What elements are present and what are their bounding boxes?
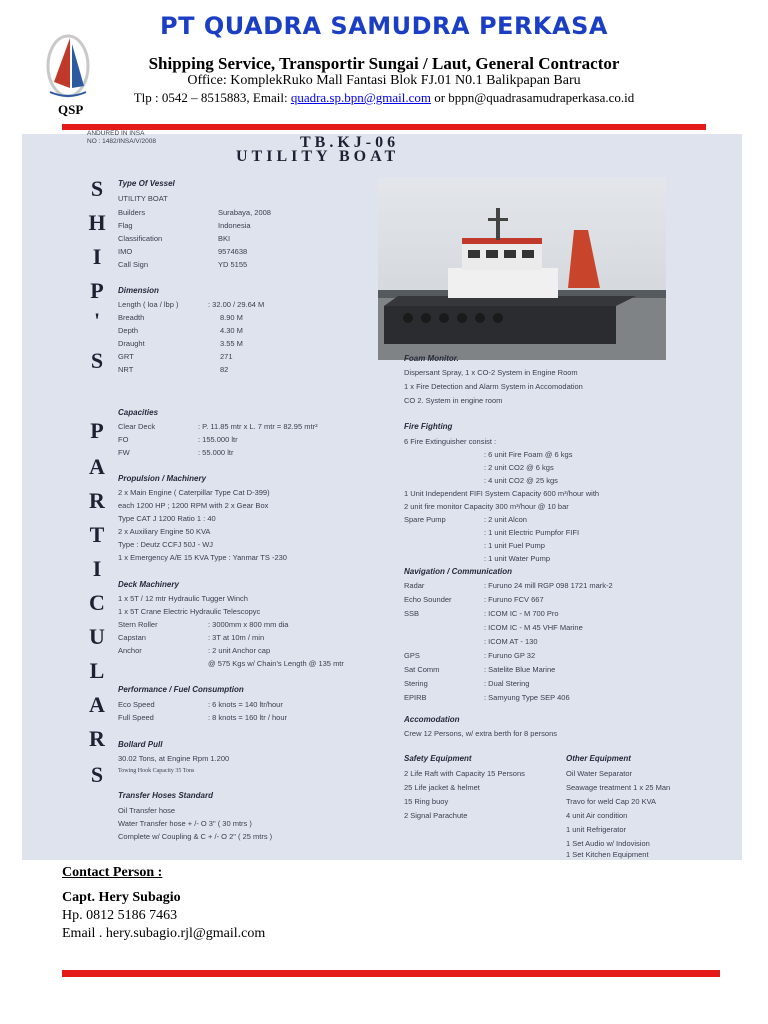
header-contact-line: [0, 90, 768, 106]
text-line: Seawage treatment 1 x 25 Man: [566, 783, 671, 792]
row-label: SSB: [404, 609, 420, 618]
top-note-1: ANDURED IN INSA: [87, 130, 145, 137]
footer-divider: [62, 970, 720, 977]
row-value: 9574638: [218, 247, 248, 256]
row-label: Flag: [118, 221, 133, 230]
row-value: : Furuno FCV 667: [484, 595, 544, 604]
row-label: Stern Roller: [118, 620, 158, 629]
text-line: 2 unit fire monitor Capacity 300 m³/hour @ 10 bar: [404, 502, 569, 511]
text-line: Oil Water Separator: [566, 769, 632, 778]
side-letter: A: [89, 454, 105, 479]
row-label: Eco Speed: [118, 700, 155, 709]
row-label: Echo Sounder: [404, 595, 452, 604]
row-label: Builders: [118, 208, 146, 217]
header-divider: [62, 124, 706, 130]
side-letter: S: [90, 762, 104, 787]
vessel-particulars-sheet: [22, 130, 742, 860]
text-line: Oil Transfer hose: [118, 806, 176, 815]
side-letter: C: [89, 590, 105, 615]
row-value: : 8 knots = 160 ltr / hour: [208, 713, 288, 722]
row-value: : P. 11.85 mtr x L. 7 mtr = 82.95 mtr²: [198, 422, 318, 431]
side-letter: U: [89, 624, 105, 649]
section-foam-monitor: Foam Monitor.: [404, 354, 459, 363]
text-line: 2 x Auxiliary Engine 50 KVA: [118, 527, 211, 536]
row-label: Stering: [404, 679, 428, 688]
side-letter: R: [89, 488, 105, 513]
row-value: : ICOM IC - M 45 VHF Marine: [484, 623, 583, 632]
text-line: : 1 unit Water Pump: [484, 554, 550, 563]
text-line: 1 Set Audio w/ Indovision: [566, 839, 650, 848]
text-line: 1 x Fire Detection and Alarm System in Accomodation: [404, 382, 583, 391]
side-letter: R: [89, 726, 105, 751]
row-label: Spare Pump: [404, 515, 446, 524]
text-line: Towing Hook Capacity 35 Tons: [118, 768, 195, 774]
text-line: 1 Set Kitchen Equipment: [566, 850, 649, 859]
section-deck-machinery: Deck Machinery: [118, 580, 179, 589]
row-label: GPS: [404, 651, 420, 660]
row-label: FW: [118, 448, 130, 457]
email-2: bppn@quadrasamudraperkasa.co.id: [448, 90, 635, 105]
text-line: 15 Ring buoy: [404, 797, 449, 806]
side-letter: S: [90, 176, 104, 201]
text-line: Type : Deutz CCFJ 50J - WJ: [118, 540, 214, 549]
row-label: Full Speed: [118, 713, 154, 722]
row-label: Clear Deck: [118, 422, 156, 431]
row-label: Length ( loa / lbp ): [118, 300, 179, 309]
row-label: Anchor: [118, 646, 142, 655]
email-link-1[interactable]: quadra.sp.bpn@gmail.com: [290, 90, 431, 105]
text-line: : 2 unit CO2 @ 6 kgs: [484, 463, 554, 472]
row-value: : ICOM IC - M 700 Pro: [484, 609, 559, 618]
row-value: 8.90 M: [220, 313, 243, 322]
text-line: 4 unit Air condition: [566, 811, 628, 820]
side-letter: I: [92, 556, 102, 581]
section-type-of-vessel: Type Of Vessel: [118, 179, 175, 188]
row-value: : 2 unit Anchor cap: [208, 646, 271, 655]
text-line: 1 x Emergency A/E 15 KVA Type : Yanmar TS -230: [118, 553, 287, 562]
logo-text: QSP: [58, 102, 84, 117]
row-value: Surabaya, 2008: [218, 208, 271, 217]
text-line: each 1200 HP ; 1200 RPM with 2 x Gear Box: [118, 501, 269, 510]
text-line: 30.02 Tons, at Engine Rpm 1.200: [118, 754, 230, 763]
anchor-note: @ 575 Kgs w/ Chain's Length @ 135 mtr: [208, 659, 344, 668]
contact-person-label: Contact Person :: [62, 865, 163, 880]
text-line: 25 Life jacket & helmet: [404, 783, 480, 792]
row-value: 3.55 M: [220, 339, 243, 348]
row-value: : 55.000 ltr: [198, 448, 234, 457]
text-line: 1 Unit Independent FIFI System Capacity 600 m³/hour with: [404, 489, 600, 498]
side-letter: P: [90, 418, 104, 443]
boat-title: TB.KJ-06: [300, 134, 400, 151]
section-safety-equipment: Safety Equipment: [404, 754, 472, 763]
row-value: : 32.00 / 29.64 M: [208, 300, 265, 309]
text-line: CO 2. System in engine room: [404, 396, 503, 405]
row-label: EPIRB: [404, 693, 427, 702]
side-letter: S: [90, 348, 104, 373]
row-value: : ICOM AT - 130: [484, 637, 538, 646]
side-letter: T: [89, 522, 105, 547]
row-value: 82: [220, 365, 229, 374]
contact-phone: Hp. 0812 5186 7463: [62, 908, 178, 923]
row-value: : Furuno 24 mill RGP 098 1721 mark-2: [484, 581, 613, 590]
contact-name: Capt. Hery Subagio: [62, 890, 181, 905]
row-value: : 6 knots = 140 ltr/hour: [208, 700, 283, 709]
row-label: Classification: [118, 234, 163, 243]
text-line: Dispersant Spray, 1 x CO-2 System in Engine Room: [404, 368, 578, 377]
section-propulsion: Propulsion / Machinery: [118, 474, 207, 483]
row-value: : 3T at 10m / min: [208, 633, 265, 642]
row-value: : Samyung Type SEP 406: [484, 693, 570, 702]
section-accomodation: Accomodation: [404, 715, 460, 724]
row-label: Draught: [118, 339, 145, 348]
text-line: Complete w/ Coupling & C + /- O 2" ( 25 mtrs ): [118, 832, 273, 841]
side-letter: A: [89, 692, 105, 717]
text-line: : 6 unit Fire Foam @ 6 kgs: [484, 450, 573, 459]
row-label: FO: [118, 435, 129, 444]
text-line: Type CAT J 1200 Ratio 1 : 40: [118, 514, 216, 523]
row-label: IMO: [118, 247, 133, 256]
row-label: Radar: [404, 581, 425, 590]
text-line: : 4 unit CO2 @ 25 kgs: [484, 476, 558, 485]
row-value: : 155.000 ltr: [198, 435, 238, 444]
text-line: 2 Signal Parachute: [404, 811, 468, 820]
section-performance: Performance / Fuel Consumption: [118, 685, 244, 694]
company-name: PT QUADRA SAMUDRA PERKASA: [160, 12, 608, 40]
side-letter: P: [90, 278, 104, 303]
section-other-equipment: Other Equipment: [566, 754, 631, 763]
text-line: 1 unit Refrigerator: [566, 825, 627, 834]
text-line: Crew 12 Persons, w/ extra berth for 8 persons: [404, 729, 557, 738]
row-value: : 3000mm x 800 mm dia: [208, 620, 289, 629]
row-value: : Dual Stering: [484, 679, 530, 688]
row-value: YD 5155: [218, 260, 248, 269]
text-line: 1 x 5T Crane Electric Hydraulic Telescopyc: [118, 607, 261, 616]
email-separator: or: [430, 90, 449, 105]
section-navigation: Navigation / Communication: [404, 567, 513, 576]
text-line: : 1 unit Fuel Pump: [484, 541, 545, 550]
section-bollard-pull: Bollard Pull: [118, 740, 163, 749]
text-line: 6 Fire Extinguisher consist :: [404, 437, 497, 446]
row-value: BKI: [218, 234, 231, 243]
side-letter: L: [89, 658, 105, 683]
row-label: NRT: [118, 365, 134, 374]
text-line: Water Transfer hose + /- O 3" ( 30 mtrs ): [118, 819, 252, 828]
text-line: 1 x 5T / 12 mtr Hydraulic Tugger Winch: [118, 594, 248, 603]
section-transfer-hoses: Transfer Hoses Standard: [118, 791, 213, 800]
row-label: Breadth: [118, 313, 145, 322]
text-line: 2 Life Raft with Capacity 15 Persons: [404, 769, 525, 778]
company-tagline: Shipping Service, Transportir Sungai / Laut, General Contractor: [148, 54, 620, 73]
boat-subtitle: UTILITY BOAT: [236, 148, 400, 165]
row-value: 271: [220, 352, 233, 361]
boat-photo: [378, 178, 666, 360]
top-note-2: NO : 1482/INSA/V/2008: [87, 138, 157, 145]
row-label: Capstan: [118, 633, 146, 642]
section-fire-fighting: Fire Fighting: [404, 422, 453, 431]
vessel-type: UTILITY BOAT: [118, 194, 168, 203]
row-label: Depth: [118, 326, 139, 335]
row-label: GRT: [118, 352, 134, 361]
section-dimension: Dimension: [118, 286, 159, 295]
text-line: : 1 unit Electric Pumpfor FIFI: [484, 528, 580, 537]
row-value: Indonesia: [218, 221, 251, 230]
side-letter: ': [93, 308, 101, 333]
text-line: : 2 unit Alcon: [484, 515, 527, 524]
row-label: Sat Comm: [404, 665, 440, 674]
row-value: : Furuno GP 32: [484, 651, 536, 660]
section-capacities: Capacities: [118, 408, 159, 417]
row-value: 4.30 M: [220, 326, 243, 335]
office-address: Office: KomplekRuko Mall Fantasi Blok FJ.01 N0.1 Balikpapan Baru: [187, 73, 581, 88]
contact-email: Email . hery.subagio.rjl@gmail.com: [62, 926, 266, 941]
text-line: 2 x Main Engine ( Caterpillar Type Cat D-399): [118, 488, 270, 497]
text-line: Travo for weld Cap 20 KVA: [566, 797, 657, 806]
phone-text: Tlp : 0542 – 8515883, Email:: [133, 90, 291, 105]
side-letter: I: [92, 244, 102, 269]
row-label: Call Sign: [118, 260, 149, 269]
row-value: : Satelite Blue Marine: [484, 665, 556, 674]
side-letter: H: [88, 210, 106, 235]
